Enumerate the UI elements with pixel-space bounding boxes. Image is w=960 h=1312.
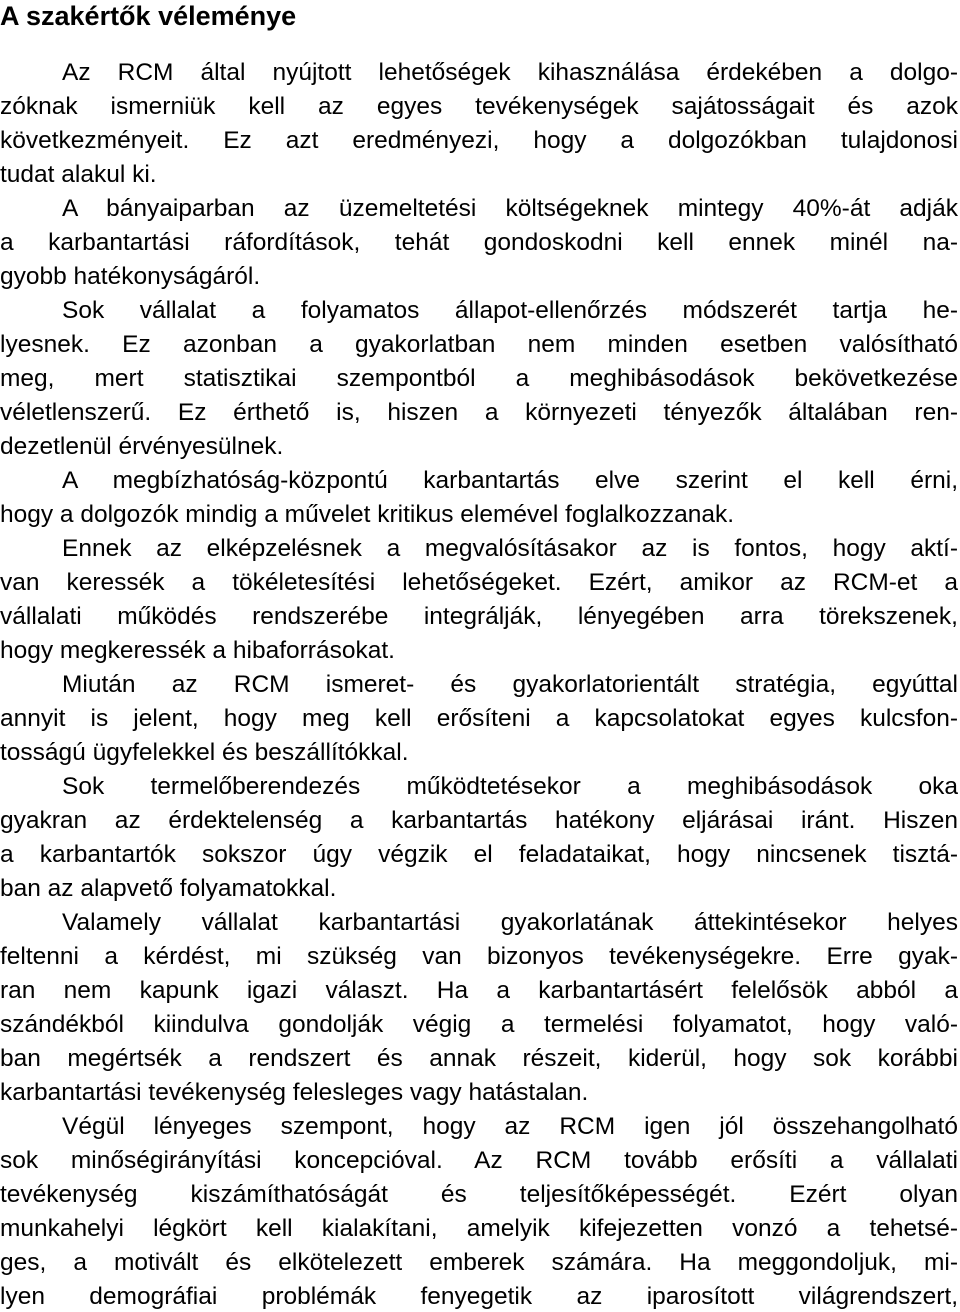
paragraph-line: lyesnek. Ez azonban a gyakorlatban nem minden esetben valósítható (0, 331, 958, 358)
paragraph-line: gyobb hatékonyságáról. (0, 263, 261, 290)
paragraph-line: Végül lényeges szempont, hogy az RCM igen jól összehangolható (62, 1113, 958, 1140)
paragraph-line: szándékból kiindulva gondolják végig a termelési folyamatot, hogy való- (0, 1011, 958, 1038)
paragraph-line: zóknak ismerniük kell az egyes tevékenységek sajátosságait és azok (0, 93, 958, 120)
paragraph-line: Az RCM által nyújtott lehetőségek kihasználása érdekében a dolgo- (62, 59, 958, 86)
paragraph-line: a karbantartási ráfordítások, tehát gondoskodni kell ennek minél na- (0, 229, 958, 256)
paragraph-line: annyit is jelent, hogy meg kell erősíteni a kapcsolatokat egyes kulcsfon- (0, 705, 958, 732)
paragraph-line: Ennek az elképzelésnek a megvalósításakor az is fontos, hogy aktí- (62, 535, 958, 562)
paragraph-line: meg, mert statisztikai szempontból a meghibásodások bekövetkezése (0, 365, 958, 392)
paragraph (0, 1110, 958, 1312)
paragraph (0, 770, 958, 906)
paragraph-line: ran nem kapunk igazi választ. Ha a karbantartásért felelősök abból a (0, 977, 958, 1004)
paragraph-line: lyen demográfiai problémák fenyegetik az iparosított világrendszert, (0, 1283, 958, 1310)
paragraph-line: sok minőségirányítási koncepcióval. Az RCM tovább erősíti a vállalati (0, 1147, 958, 1174)
paragraph-line: Valamely vállalat karbantartási gyakorlatának áttekintésekor helyes (62, 909, 958, 936)
paragraph-line: van keressék a tökéletesítési lehetőségeket. Ezért, amikor az RCM-et a (0, 569, 958, 596)
paragraph-line: a karbantartók sokszor úgy végzik el feladataikat, hogy nincsenek tisztá- (0, 841, 958, 868)
paragraph-line: tevékenység kiszámíthatóságát és teljesítőképességét. Ezért olyan (0, 1181, 958, 1208)
paragraph (0, 56, 958, 192)
paragraph-line: dezetlenül érvényesülnek. (0, 433, 284, 460)
paragraph-line: karbantartási tevékenység felesleges vagy hatástalan. (0, 1079, 589, 1106)
paragraph (0, 906, 958, 1110)
paragraph-line: Sok termelőberendezés működtetésekor a meghibásodások oka (62, 773, 958, 800)
paragraph-line: gyakran az érdektelenség a karbantartás hatékony eljárásai iránt. Hiszen (0, 807, 958, 834)
paragraph-line: munkahelyi légkört kell kialakítani, amelyik kifejezetten vonzó a tehetsé- (0, 1215, 958, 1242)
paragraph-line: tosságú ügyfelekkel és beszállítókkal. (0, 739, 409, 766)
paragraph-line: véletlenszerű. Ez érthető is, hiszen a környezeti tényezők általában ren- (0, 399, 958, 426)
page-title: A szakértők véleménye (0, 1, 297, 31)
paragraph-line: A bányaiparban az üzemeltetési költségeknek mintegy 40%-át adják (62, 195, 958, 222)
paragraph (0, 294, 958, 464)
paragraph-line: A megbízhatóság-központú karbantartás elve szerint el kell érni, (62, 467, 958, 494)
paragraph-line: ges, a motivált és elkötelezett emberek számára. Ha meggondoljuk, mi- (0, 1249, 958, 1276)
paragraph-line: feltenni a kérdést, mi szükség van bizonyos tevékenységekre. Erre gyak- (0, 943, 958, 970)
paragraph-line: Sok vállalat a folyamatos állapot-ellenőrzés módszerét tartja he- (62, 297, 958, 324)
paragraph-line: hogy megkeressék a hibaforrásokat. (0, 637, 395, 664)
document-body (0, 56, 958, 1312)
paragraph (0, 192, 958, 294)
paragraph-line: Miután az RCM ismeret- és gyakorlatorientált stratégia, egyúttal (62, 671, 958, 698)
paragraph-line: ban az alapvető folyamatokkal. (0, 875, 337, 902)
paragraph (0, 464, 958, 532)
paragraph (0, 532, 958, 668)
paragraph-line: vállalati működés rendszerébe integrálják, lényegében arra törekszenek, (0, 603, 958, 630)
paragraph-line: következményeit. Ez azt eredményezi, hogy a dolgozókban tulajdonosi (0, 127, 958, 154)
paragraph-line: hogy a dolgozók mindig a művelet kritikus elemével foglalkozzanak. (0, 501, 735, 528)
paragraph-line: ban megértsék a rendszert és annak részeit, kiderül, hogy sok korábbi (0, 1045, 958, 1072)
paragraph (0, 668, 958, 770)
paragraph-line: tudat alakul ki. (0, 161, 157, 188)
